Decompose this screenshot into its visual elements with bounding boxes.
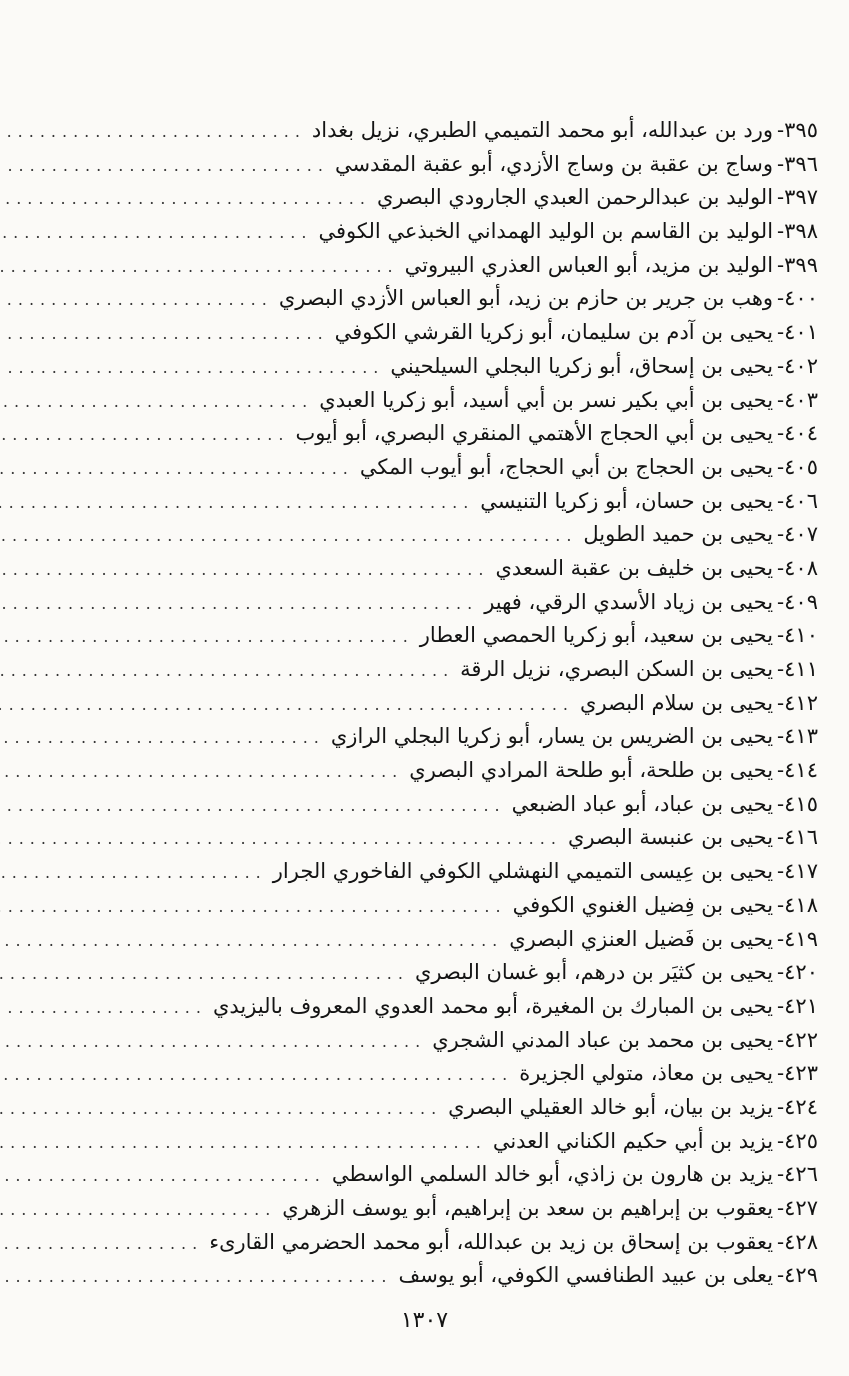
- dot-leader: [0, 486, 474, 520]
- entry-number: ٤٠٧-: [777, 522, 818, 547]
- entry-title: يحيى بن محمد بن عباد المدني الشجري: [432, 1027, 774, 1052]
- toc-entry: [66, 788, 818, 822]
- entry-title: يحيى بن فِضيل الغنوي الكوفي: [512, 892, 774, 917]
- entry-title: ورد بن عبدالله، أبو محمد التميمي الطبري، نزيل بغداد: [311, 118, 774, 142]
- entry-title: يحيى بن عِيسى التميمي النهشلي الكوفي الفاخوري الجرار: [272, 859, 774, 884]
- dot-leader: [0, 283, 273, 317]
- entry-title: الوليد بن عبدالرحمن العبدي الجارودي البصري: [376, 185, 774, 210]
- entry-title: الوليد بن مزيد، أبو العباس العذري البيروتي: [404, 252, 774, 277]
- entry-number: ٣٩٨-: [777, 219, 818, 244]
- dot-leader: [0, 1193, 276, 1227]
- entry-number: ٤٢٠-: [777, 960, 818, 985]
- entry-title: يحيى بن أبي بكير نسر بن أبي أسيد، أبو زكريا العبدي: [319, 387, 774, 412]
- toc-entry: [66, 249, 818, 283]
- dot-leader: [0, 1092, 442, 1126]
- entry-number: ٤٠٣-: [777, 387, 818, 412]
- toc-entry: [66, 754, 818, 788]
- entry-number: ٤٠٨-: [777, 555, 818, 580]
- dot-leader: [0, 1159, 326, 1193]
- toc-entry: [66, 350, 818, 384]
- toc-entry: [66, 282, 818, 316]
- entry-title: يحيى بن سعيد، أبو زكريا الحمصي العطار: [419, 623, 774, 648]
- toc-entry: [66, 451, 818, 485]
- toc-entry: [66, 619, 818, 653]
- table-of-contents: [66, 114, 818, 1293]
- toc-entry: [66, 518, 818, 552]
- toc-entry: [66, 720, 818, 754]
- entry-number: ٤٠٦-: [777, 488, 818, 513]
- dot-leader: [0, 317, 329, 351]
- entry-number: ٤١١-: [777, 657, 818, 681]
- entry-title: يحيى بن الحجاج بن أبي الحجاج، أبو أيوب المكي: [359, 454, 774, 479]
- entry-number: ٤٠٢-: [777, 353, 818, 378]
- entry-number: ٤١٤-: [777, 758, 818, 783]
- entry-number: ٤١٧-: [777, 859, 818, 884]
- dot-leader: [0, 216, 312, 250]
- entry-number: ٤٢٣-: [777, 1061, 818, 1086]
- dot-leader: [0, 115, 306, 149]
- dot-leader: [0, 1227, 203, 1261]
- dot-leader: [0, 182, 371, 216]
- dot-leader: [0, 587, 478, 621]
- toc-entry: [66, 1226, 818, 1260]
- toc-entry: [66, 1125, 818, 1159]
- dot-leader: [0, 991, 207, 1025]
- entry-number: ٤١٠-: [777, 623, 818, 648]
- entry-number: ٣٩٧-: [777, 185, 818, 210]
- entry-title: الوليد بن القاسم بن الوليد الهمداني الخبذعي الكوفي: [318, 219, 774, 244]
- entry-title: يحيى بن كثيَر بن درهم، أبو غسان البصري: [414, 960, 774, 985]
- dot-leader: [0, 418, 289, 452]
- toc-entry: [66, 384, 818, 418]
- toc-entry: [66, 956, 818, 990]
- dot-leader: [0, 250, 399, 284]
- dot-leader: [0, 957, 409, 991]
- entry-number: ٤٢٨-: [777, 1229, 818, 1254]
- dot-leader: [0, 1025, 426, 1059]
- entry-number: ٤١٥-: [777, 791, 818, 816]
- entry-number: ٤٠٥-: [777, 454, 818, 479]
- dot-leader: [0, 519, 577, 553]
- toc-entry: [66, 552, 818, 586]
- dot-leader: [0, 149, 329, 183]
- dot-leader: [0, 452, 354, 486]
- toc-entry: [66, 923, 818, 957]
- toc-entry: [66, 889, 818, 923]
- entry-title: يحيى بن حميد الطويل: [583, 522, 774, 547]
- toc-entry: [66, 148, 818, 182]
- toc-entry: [66, 1091, 818, 1125]
- toc-entry: [66, 687, 818, 721]
- dot-leader: [0, 351, 384, 385]
- dot-leader: [0, 755, 403, 789]
- entry-title: يحيى بن عنبسة البصري: [567, 825, 774, 850]
- entry-number: ٤٢٢-: [777, 1027, 818, 1052]
- entry-number: ٤٢٥-: [777, 1128, 818, 1153]
- entry-title: يحيى بن عباد، أبو عباد الضبعي: [511, 791, 774, 816]
- entry-number: ٤١٢-: [777, 690, 818, 715]
- dot-leader: [0, 385, 313, 419]
- entry-title: يحيى بن المبارك بن المغيرة، أبو محمد العدوي المعروف باليزيدي: [212, 993, 774, 1018]
- entry-title: يحيى بن إسحاق، أبو زكريا البجلي السيلحيني: [390, 353, 774, 378]
- entry-title: يحيى بن سلام البصري: [580, 690, 774, 715]
- dot-leader: [0, 856, 267, 890]
- toc-entry: [66, 1158, 818, 1192]
- entry-title: يزيد بن أبي حكيم الكناني العدني: [492, 1128, 774, 1153]
- page-number: ١٣٠٧: [400, 1308, 449, 1333]
- entry-title: يحيى بن السكن البصري، نزيل الرقة: [460, 657, 774, 681]
- toc-entry: [66, 1192, 818, 1226]
- toc-entry: [66, 417, 818, 451]
- dot-leader: [0, 553, 489, 587]
- entry-number: ٤٢٤-: [777, 1094, 818, 1119]
- toc-entry: [66, 215, 818, 249]
- entry-title: يحيى بن حسان، أبو زكريا التنيسي: [480, 488, 774, 513]
- entry-title: يعقوب بن إسحاق بن زيد بن عبدالله، أبو محمد الحضرمي القارىء: [209, 1229, 774, 1254]
- dot-leader: [0, 620, 414, 654]
- entry-number: ٤٠١-: [777, 320, 818, 345]
- entry-number: ٤٠٠-: [777, 286, 818, 311]
- dot-leader: [0, 890, 507, 924]
- entry-title: يحيى بن طلحة، أبو طلحة المرادي البصري: [409, 758, 774, 783]
- toc-entry: [66, 821, 818, 855]
- entry-number: ٣٩٩-: [777, 252, 818, 277]
- entry-title: يعلى بن عبيد الطنافسي الكوفي، أبو يوسف: [398, 1263, 774, 1288]
- entry-number: ٤٠٤-: [777, 421, 818, 446]
- entry-number: ٤٠٩-: [777, 589, 818, 614]
- toc-entry: [66, 181, 818, 215]
- entry-title: يحيى بن خليف بن عقبة السعدي: [495, 555, 774, 580]
- entry-title: يحيى بن آدم بن سليمان، أبو زكريا القرشي الكوفي: [334, 320, 774, 345]
- toc-entry: [66, 316, 818, 350]
- toc-entry: [66, 990, 818, 1024]
- dot-leader: [0, 822, 562, 856]
- entry-title: يحيى بن معاذ، متولي الجزيرة: [519, 1061, 774, 1086]
- entry-number: ٣٩٥-: [777, 118, 818, 142]
- entry-title: يزيد بن هارون بن زاذي، أبو خالد السلمي الواسطي: [331, 1162, 774, 1187]
- entry-title: يحيى بن أبي الحجاج الأهتمي المنقري البصري، أبو أيوب: [295, 421, 774, 446]
- entry-number: ٤٢١-: [777, 993, 818, 1018]
- entry-number: ٤١٨-: [777, 892, 818, 917]
- toc-entry: [66, 1057, 818, 1091]
- dot-leader: [0, 924, 503, 958]
- dot-leader: [0, 721, 325, 755]
- entry-number: ٤١٦-: [777, 825, 818, 850]
- entry-title: يحيى بن الضريس بن يسار، أبو زكريا البجلي الرازي: [330, 724, 774, 749]
- dot-leader: [0, 654, 454, 688]
- entry-number: ٤٢٦-: [777, 1162, 818, 1187]
- toc-entry: [66, 1259, 818, 1293]
- entry-title: يزيد بن بيان، أبو خالد العقيلي البصري: [448, 1094, 774, 1119]
- toc-entry: [66, 485, 818, 519]
- toc-entry: [66, 114, 818, 148]
- toc-entry: [66, 1024, 818, 1058]
- dot-leader: [0, 1058, 513, 1092]
- entry-number: ٣٩٦-: [777, 151, 818, 176]
- entry-number: ٤١٣-: [777, 724, 818, 749]
- dot-leader: [0, 1126, 487, 1160]
- dot-leader: [0, 1260, 392, 1294]
- toc-entry: [66, 586, 818, 620]
- dot-leader: [0, 688, 574, 722]
- entry-title: وساج بن عقبة بن وساج الأزدي، أبو عقبة المقدسي: [334, 151, 774, 176]
- entry-title: يحيى بن زياد الأسدي الرقي، فهير: [484, 589, 774, 614]
- entry-number: ٤٢٩-: [777, 1263, 818, 1288]
- dot-leader: [0, 789, 506, 823]
- toc-entry: [66, 653, 818, 687]
- toc-entry: [66, 855, 818, 889]
- entry-title: يعقوب بن إبراهيم بن سعد بن إبراهيم، أبو يوسف الزهري: [282, 1196, 774, 1220]
- entry-number: ٤٢٧-: [777, 1196, 818, 1220]
- entry-title: يحيى بن فَضيل العنزي البصري: [509, 926, 774, 951]
- entry-number: ٤١٩-: [777, 926, 818, 951]
- entry-title: وهب بن جرير بن حازم بن زيد، أبو العباس الأزدي البصري: [278, 286, 774, 311]
